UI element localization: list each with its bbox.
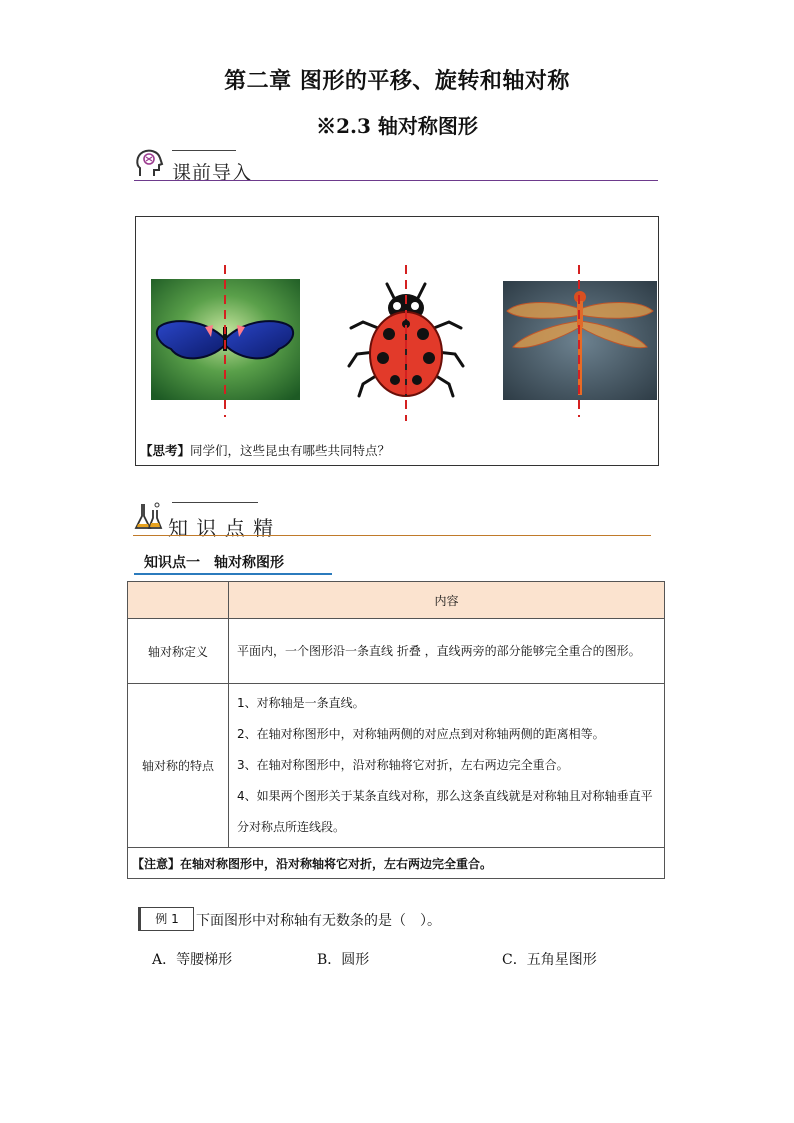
feature-line: 2、在轴对称图形中，对称轴两侧的对应点到对称轴两侧的距离相等。 [237,727,605,741]
flask-icon [133,500,163,532]
example-question: 下面图形中对称轴有无数条的是（ ）。 [196,913,441,929]
feature-line: 3、在轴对称图形中，沿对称轴将它对折，左右两边完全重合。 [237,758,569,772]
knowledge-table [127,581,665,879]
example-label: 例 1 [138,907,194,931]
brain-head-icon [134,148,164,180]
symmetry-axis-lines [135,265,657,421]
table-note: 【注意】在轴对称图形中，沿对称轴将它对折，左右两边完全重合。 [128,848,665,879]
option-a[interactable]: A．等腰梯形 [152,952,233,968]
think-label: 【思考】 [140,443,191,458]
table-row [128,684,665,848]
row-content-definition [229,619,665,684]
knowledge-point-title: 知识点一 轴对称图形 [144,555,284,571]
chapter-title: 第二章 图形的平移、旋转和轴对称 [224,68,570,94]
feature-line: 1、对称轴是一条直线。 [237,696,365,710]
header-accent-line [172,150,236,151]
think-prompt [140,441,390,459]
table-header-content: 内容 [229,582,665,619]
option-b[interactable]: B．圆形 [317,952,370,968]
knowledge-heading: 知 识 点 精 [168,516,275,540]
table-header-blank [128,582,229,619]
option-c[interactable]: C．五角星图形 [502,952,597,968]
table-note-row [128,848,665,879]
row-label-definition: 轴对称定义 [128,619,229,684]
table-row [128,619,665,684]
knowledge-accent-line [172,502,258,503]
knowledge-point-underline [134,573,332,575]
intro-heading: 课前导入 [172,162,253,184]
row-content-features [229,684,665,848]
intro-heading-rule [134,180,658,181]
knowledge-heading-rule [133,535,651,536]
definition-line: 平面内，一个图形沿一条直线 折叠 ，直线两旁的部分能够完全重合的图形。 [237,643,641,658]
section-title: ※2.3 轴对称图形 [316,114,478,138]
think-text: 同学们，这些昆虫有哪些共同特点？ [190,443,391,458]
row-label-features: 轴对称的特点 [128,684,229,848]
table-header-row [128,582,665,619]
feature-line: 4、如果两个图形关于某条直线对称，那么这条直线就是对称轴且对称轴垂直平分对称点所连线段。 [237,789,653,834]
